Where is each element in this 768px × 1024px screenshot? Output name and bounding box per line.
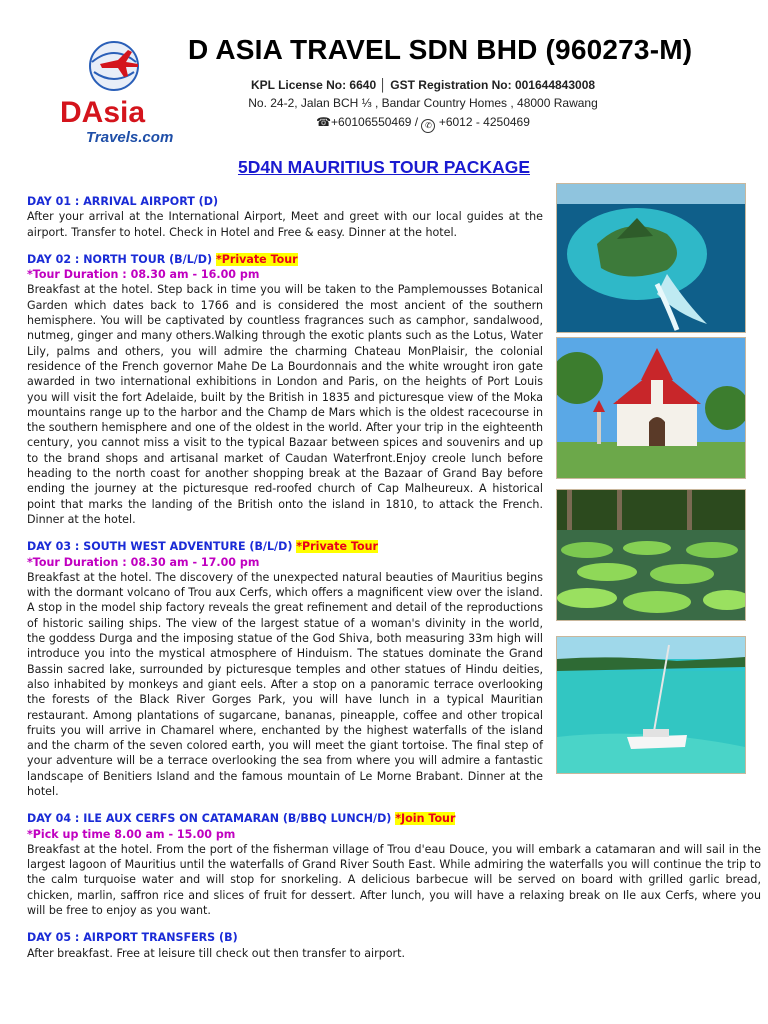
company-logo: [56, 36, 186, 148]
logo-wordmark: DAsia: [60, 96, 146, 129]
license-line: KPL License No: 6640 │ GST Registration No: 001644843008: [250, 78, 596, 92]
day-5-heading: DAY 05 : AIRPORT TRANSFERS (B): [27, 931, 238, 945]
day-3-heading-text: DAY 03 : SOUTH WEST ADVENTURE (B/L/D): [27, 540, 297, 554]
phone-line: [188, 115, 658, 133]
day-3-duration: *Tour Duration : 08.30 am - 17.00 pm: [27, 555, 260, 569]
logo-subtext: Travels.com: [86, 129, 174, 146]
day-1-body: After your arrival at the International Airport, Meet and greet with our local guides at the airport. Transfer to hotel. Check in Hotel and Free & easy. Dinner at the hotel.: [27, 210, 543, 239]
catamaran-lagoon-photo: [556, 636, 746, 774]
day-4-duration: *Pick up time 8.00 am - 15.00 pm: [27, 827, 236, 841]
day-4-heading-text: DAY 04 : ILE AUX CERFS ON CATAMARAN (B/BBQ LUNCH/D): [27, 812, 396, 826]
phone-separator: /: [411, 115, 422, 129]
private-tour-badge: *Private Tour: [215, 252, 298, 266]
day-2-heading-text: DAY 02 : NORTH TOUR (B/L/D): [27, 252, 216, 266]
le-morne-aerial-photo: [556, 183, 746, 333]
day-2-heading: [27, 252, 543, 267]
page-title: 5D4N MAURITIUS TOUR PACKAGE: [237, 157, 530, 177]
whatsapp-icon: ✆: [421, 119, 435, 133]
phone-number-2: +6012 - 4250469: [438, 115, 530, 129]
private-tour-badge: *Private Tour: [296, 540, 378, 554]
day-4-body: Breakfast at the hotel. From the port of the fisherman village of Trou d'eau Douce, you will embark a catamaran and will sail in the largest lagoon of Mauritius until the waterfalls of Grand River South East. While admiring the waterfalls you will continue the trip to the calm turquoise water and will stop for snorkeling. A delicious barbecue will be served on board with grilled garlic bread, chicken, marlin, saffron rice and slices of fruit for dessert. After lunch, you will have a relaxing break on Ile aux Cerfs, where you will be free to enjoy as you want.: [27, 842, 761, 918]
giant-water-lily-photo: [556, 489, 746, 621]
phone-number-1: +60106550469: [331, 115, 412, 129]
day-2-body: Breakfast at the hotel. Step back in time you will be taken to the Pamplemousses Botanical Garden which dates back to 1766 and is considered the most ancient of the southern hemisphere. You will be captivated by countless fragrances such as camphor, sandalwood, nutmeg, ginger and many others.Walking through the exotic plants such as the Lotus, Water Lily, palms and others, you will admire the charming Chateau MonPlaisir, the colonial residence of the French governor Mahe De La Bourdonnais and the white wrought iron gate awarded in two international exhibitions in London and Paris, on the heights of Port Louis you will visit the fort Adelaide, built by the British in 1835 and picturesque view of the Moka mountains range up to the harbor and the Champ de Mars which is the oldest racecourse in the southern hemisphere and one of the oldest in the world. After your trip in the eighteenth century, you cannot miss a visit to the typical Bazaar between spices and souvenirs and up to the brand shops and artisanal market of Caudan Waterfront.Enjoy creole lunch before heading to the north coast for another shopping break at the Bazaar of Grand Bay before ending the journey at the picturesque red-roofed church of Cap Malheureux. A historical point that marks the landing of the British onto the island in 1810, to attack the French. Dinner at the hotel.: [27, 283, 543, 526]
day-2-duration: *Tour Duration : 08.30 am - 16.00 pm: [27, 268, 260, 282]
day-4-heading: [27, 811, 761, 826]
day-3-body: Breakfast at the hotel. The discovery of the unexpected natural beauties of Mauritius begins with the dormant volcano of Trou aux Cerfs, which offers a magnificent view over the island. A stop in the model ship factory reveals the great refinement and detail of the reproductions of historic sailing ships. The view of the largest statue of a woman's divinity in the world, the goddess Durga and the imposing statue of the God Shiva, both measuring 33m high will introduce you into the mystical atmosphere of Hinduism. The statues dominate the Grand Bassin sacred lake, surrounded by picturesque temples and other statues of Hindu deities, also inhabited by monkeys and giant eels. After a stop on a panoramic terrace overlooking the forests of the Black River Gorges Park, you will have lunch in a typical Mauritian restaurant. Among plantations of sugarcane, bananas, pineapple, coffee and other tropical fruits you will arrive in Chamarel where, enchanted by the highest waterfalls of the island and the charm of the seven colored earth, you will meet the giant tortoise. The final step of your adventure will be a terrace overlooking the sea from where you will admire a fantastic landscape of Benitiers Island and the famous mountain of Le Morne Brabant. Dinner at the hotel.: [27, 570, 543, 798]
day-3-heading: [27, 539, 543, 554]
company-name: D ASIA TRAVEL SDN BHD (960273-M): [188, 34, 693, 65]
cap-malheureux-church-photo: [556, 337, 746, 479]
address-line: No. 24-2, Jalan BCH ⅓ , Bandar Country Homes , 48000 Rawang: [248, 96, 598, 110]
itinerary: [27, 194, 761, 961]
day-1-heading: DAY 01 : ARRIVAL AIRPORT (D): [27, 195, 219, 208]
day-5-body: After breakfast. Free at leisure till check out then transfer to airport.: [27, 946, 405, 960]
join-tour-badge: *Join Tour: [395, 812, 456, 826]
telephone-icon: ☎: [316, 115, 332, 129]
